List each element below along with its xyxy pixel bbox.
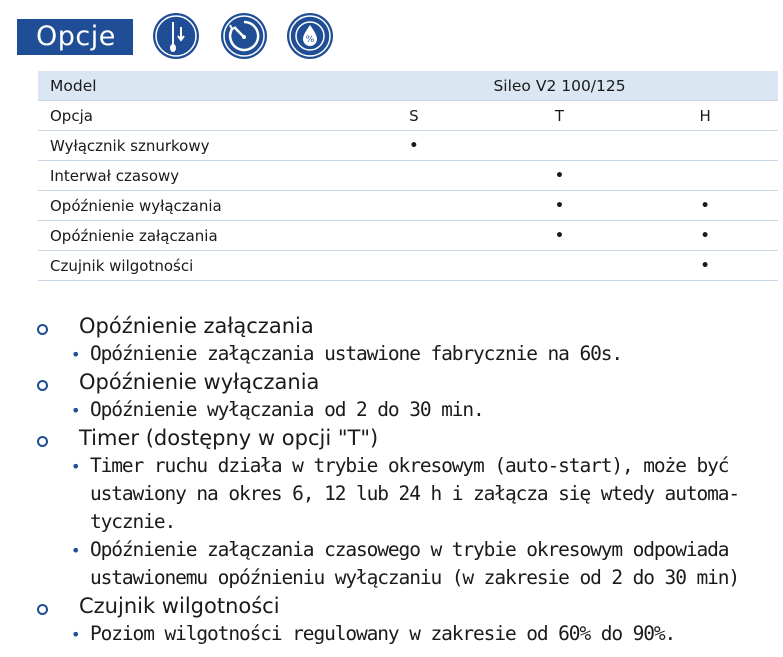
option-label: Opcja (38, 101, 341, 131)
table-row (38, 191, 778, 221)
model-label: Model (38, 71, 341, 101)
table-row (38, 71, 778, 101)
row-label: Opóźnienie wyłączania (38, 191, 341, 221)
item-bullet: • (71, 345, 81, 364)
list-item: Opóźnienie wyłączania od 2 do 30 min. (90, 398, 484, 421)
svg-text:%: % (305, 35, 315, 45)
column-header: S (341, 101, 487, 131)
humidity-icon (287, 13, 333, 59)
section-marker (37, 380, 48, 391)
item-bullet: • (71, 625, 81, 644)
item-bullet: • (71, 457, 81, 476)
section-marker (37, 604, 48, 615)
column-header: T (487, 101, 633, 131)
section-heading: Timer (dostępny w opcji "T") (79, 426, 379, 450)
table-row (38, 101, 778, 131)
list-item-continuation: ustawionemu opóźnieniu wyłączaniu (w zakresie od 2 do 30 min) (90, 566, 740, 589)
option-mark (487, 251, 633, 281)
column-header: H (632, 101, 778, 131)
table-row (38, 221, 778, 251)
option-mark: • (632, 191, 778, 221)
option-mark: • (632, 221, 778, 251)
option-mark (341, 221, 487, 251)
list-item: Opóźnienie załączania czasowego w trybie okresowym odpowiada (90, 538, 729, 561)
option-mark (632, 131, 778, 161)
section-marker (37, 324, 48, 335)
row-label: Wyłącznik sznurkowy (38, 131, 341, 161)
option-mark (341, 191, 487, 221)
row-label: Opóźnienie załączania (38, 221, 341, 251)
row-label: Interwał czasowy (38, 161, 341, 191)
option-mark: • (341, 131, 487, 161)
table-row (38, 251, 778, 281)
option-mark (341, 251, 487, 281)
timer-icon (221, 13, 267, 59)
option-mark: • (487, 161, 633, 191)
row-label: Czujnik wilgotności (38, 251, 341, 281)
options-table (38, 71, 778, 281)
option-mark: • (487, 221, 633, 251)
section-heading: Opóźnienie wyłączania (79, 370, 320, 394)
section-heading: Opóźnienie załączania (79, 314, 314, 338)
section-marker (37, 436, 48, 447)
pull-cord-icon (153, 13, 199, 59)
item-bullet: • (71, 541, 81, 560)
section-heading: Czujnik wilgotności (79, 594, 280, 618)
option-mark (487, 131, 633, 161)
list-item: Timer ruchu działa w trybie okresowym (auto-start), może być (90, 454, 729, 477)
option-mark: • (487, 191, 633, 221)
list-item-continuation: tycznie. (90, 510, 176, 533)
model-value: Sileo V2 100/125 (341, 71, 778, 101)
option-mark (341, 161, 487, 191)
option-mark: • (632, 251, 778, 281)
table-row (38, 131, 778, 161)
item-bullet: • (71, 401, 81, 420)
table-row (38, 161, 778, 191)
list-item-continuation: ustawiony na okres 6, 12 lub 24 h i załącza się wtedy automa- (90, 482, 740, 505)
page-title: Opcje (17, 19, 133, 55)
list-item: Poziom wilgotności regulowany w zakresie od 60% do 90%. (90, 622, 676, 645)
list-item: Opóźnienie załączania ustawione fabrycznie na 60s. (90, 342, 622, 365)
option-mark (632, 161, 778, 191)
